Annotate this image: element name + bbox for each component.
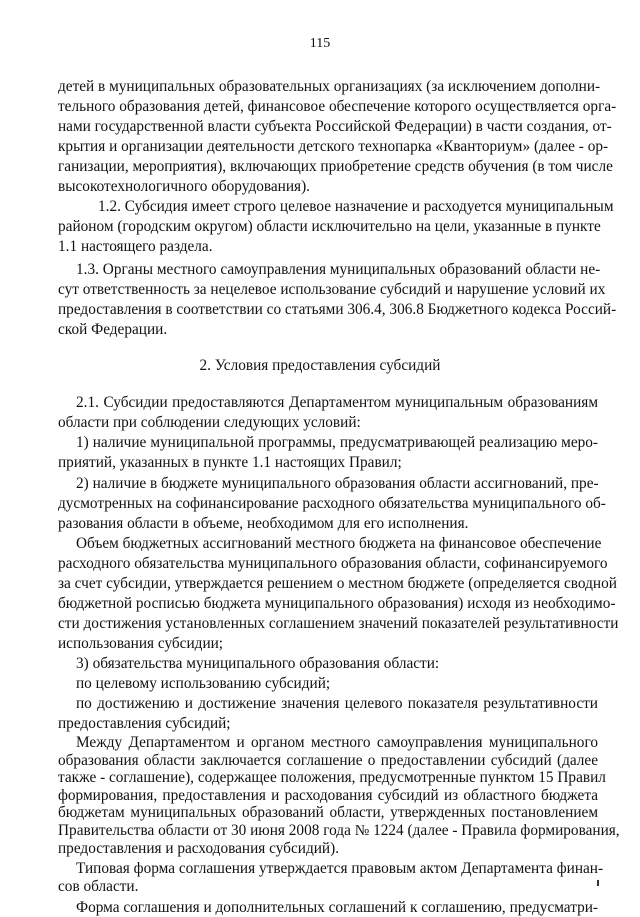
text-line: ганизации, мероприятия), включающих приобретение средств обучения (в том числе <box>58 158 613 175</box>
text-line: формирования, предоставления и расходования субсидий из областного бюджета <box>58 786 598 804</box>
text-line: Типовая форма соглашения утверждается правовым актом Департамента финан- <box>76 860 604 878</box>
text-line: 1.3. Органы местного самоуправления муниципальных образований области не- <box>76 261 601 278</box>
text-line: дусмотренных на софинансирование расходного обязательства муниципального об- <box>58 495 606 512</box>
text-line: по целевому использованию субсидий; <box>76 675 331 692</box>
text-line: 2.1. Субсидии предоставляются Департаментом муниципальным образованиям <box>76 394 598 411</box>
scan-mark <box>597 880 599 886</box>
text-line: по достижению и достижение значения целевого показателя результативности <box>76 695 598 712</box>
text-line: сут ответственность за нецелевое использование субсидий и нарушение условий их <box>58 281 606 298</box>
text-line: нами государственной власти субъекта Российской Федерации) в части создания, от- <box>58 118 612 135</box>
text-line: 1) наличие муниципальной программы, предусматривающей реализацию меро- <box>76 434 598 451</box>
text-line: 1.1 настоящего раздела. <box>58 238 213 255</box>
text-line: тельного образования детей, финансовое обеспечение которого осуществляется орга- <box>58 98 617 115</box>
text-line: высокотехнологичного оборудования). <box>58 178 311 195</box>
text-line: бюджетам муниципальных образований области, утвержденных постановлением <box>58 804 598 822</box>
text-line: 1.2. Субсидия имеет строго целевое назначение и расходуется муниципальным <box>98 198 614 215</box>
text-line: 3) обязательства муниципального образования области: <box>76 655 440 672</box>
text-line: разования области в объеме, необходимом для его исполнения. <box>58 515 469 532</box>
text-line: ской Федерации. <box>58 321 168 338</box>
page-number: 115 <box>309 36 331 51</box>
text-line: детей в муниципальных образовательных организациях (за исключением дополни- <box>58 78 601 95</box>
text-line: области при соблюдении следующих условий: <box>58 414 361 431</box>
text-line: расходного обязательства муниципального образования области, софинансируемого <box>58 555 608 572</box>
section-heading: 2. Условия предоставления субсидий <box>199 357 441 374</box>
text-line: предоставления в соответствии со статьями 306.4, 306.8 Бюджетного кодекса Россий- <box>58 301 617 318</box>
text-line: Между Департаментом и органом местного самоуправления муниципального <box>76 734 598 751</box>
text-line: образования области заключается соглашение о предоставлении субсидий (далее <box>58 751 598 769</box>
text-line: Правительства области от 30 июня 2008 года № 1224 (далее - Правила формирования, <box>58 822 620 839</box>
text-line: 2) наличие в бюджете муниципального образования области ассигнований, пре- <box>76 475 599 492</box>
text-line: сов области. <box>58 877 139 895</box>
text-line: районом (городским округом) области исключительно на цели, указанные в пункте <box>58 218 601 235</box>
text-line: Объем бюджетных ассигнований местного бюджета на финансовое обеспечение <box>76 535 602 552</box>
text-line: Форма соглашения и дополнительных соглашений к соглашению, предусматри- <box>76 899 598 917</box>
text-line: крытия и организации деятельности детского технопарка «Кванториум» (далее - ор- <box>58 138 609 155</box>
text-line: сти достижения установленных соглашением значений показателей результативности <box>58 615 619 632</box>
text-line: использования субсидии; <box>58 635 224 652</box>
text-line: приятий, указанных в пункте 1.1 настоящих Правил; <box>58 454 402 471</box>
text-line: предоставления и расходования субсидий). <box>58 839 340 857</box>
text-line: за счет субсидии, утверждается решением о местном бюджете (определяется сводной <box>58 575 617 592</box>
text-line: также - соглашение), содержащее положения, предусмотренные пунктом 15 Правил <box>58 769 606 787</box>
text-line: бюджетной росписью бюджета муниципального образования) исходя из необходимо- <box>58 595 616 612</box>
text-line: предоставления субсидий; <box>58 715 231 732</box>
